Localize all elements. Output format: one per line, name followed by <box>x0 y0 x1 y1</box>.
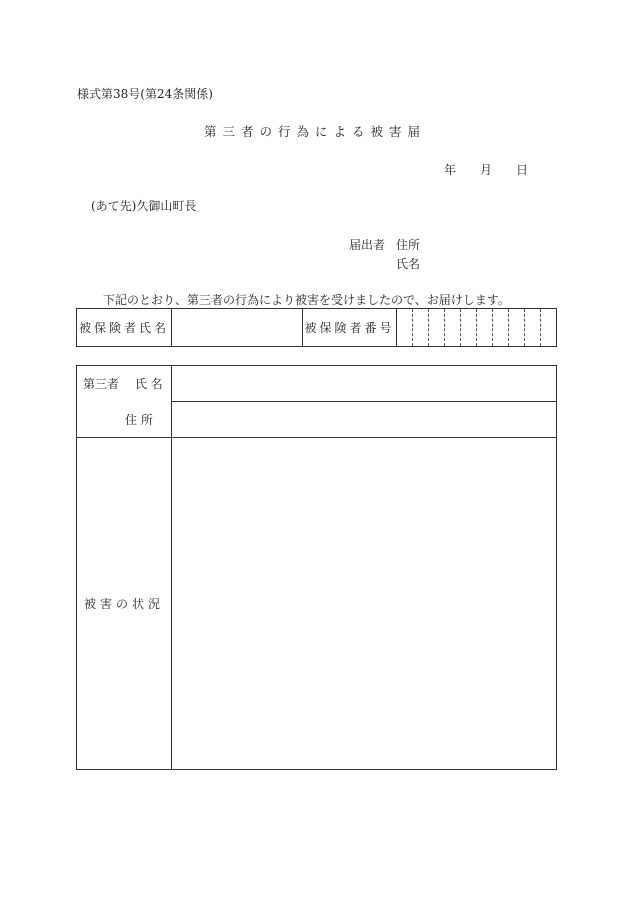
third-party-name-field[interactable] <box>172 366 557 402</box>
document-title: 第三者の行為による被害届 <box>203 124 426 139</box>
insured-number-digit-box[interactable] <box>477 309 493 346</box>
insured-number-digit-box[interactable] <box>461 309 477 346</box>
applicant-label: 届出者 <box>349 238 386 252</box>
third-party-address-field[interactable] <box>172 402 557 438</box>
insured-number-digit-boxes <box>397 309 556 346</box>
applicant-address-label: 住所 <box>396 238 421 252</box>
damage-label: 被害の状況 <box>83 597 164 611</box>
third-party-address-label-cell <box>77 402 172 438</box>
damage-field[interactable] <box>172 438 557 770</box>
insured-number-field[interactable] <box>397 309 557 347</box>
insured-number-digit-box[interactable] <box>429 309 445 346</box>
insured-name-label: 被保険者氏名 <box>77 309 172 347</box>
third-party-name-label-cell <box>77 366 172 402</box>
recipient: (あて先)久御山町長 <box>91 199 197 213</box>
form-number: 様式第38号(第24条関係) <box>77 87 213 101</box>
date-day-label: 日 <box>516 163 529 177</box>
date-month-label: 月 <box>480 163 493 177</box>
insured-number-digit-box[interactable] <box>525 309 541 346</box>
insured-number-digit-box[interactable] <box>541 309 556 346</box>
insured-number-digit-box[interactable] <box>493 309 509 346</box>
insured-number-digit-box[interactable] <box>509 309 525 346</box>
damage-label-cell <box>77 438 172 770</box>
insured-number-digit-box[interactable] <box>413 309 429 346</box>
third-party-table <box>76 365 557 770</box>
date-year-label: 年 <box>444 163 457 177</box>
insured-number-digit-box[interactable] <box>397 309 413 346</box>
applicant-name-label: 氏名 <box>396 257 421 271</box>
insured-number-label: 被保険者番号 <box>303 309 397 347</box>
third-party-prefix: 第三者 <box>83 377 120 392</box>
insured-info-table <box>76 308 557 347</box>
notice-text: 下記のとおり、第三者の行為により被害を受けましたので、お届けします。 <box>103 293 510 307</box>
insured-name-field[interactable] <box>172 309 303 347</box>
insured-number-digit-box[interactable] <box>445 309 461 346</box>
third-party-address-label: 住 所 <box>125 412 153 427</box>
third-party-name-label: 氏 名 <box>134 377 163 392</box>
